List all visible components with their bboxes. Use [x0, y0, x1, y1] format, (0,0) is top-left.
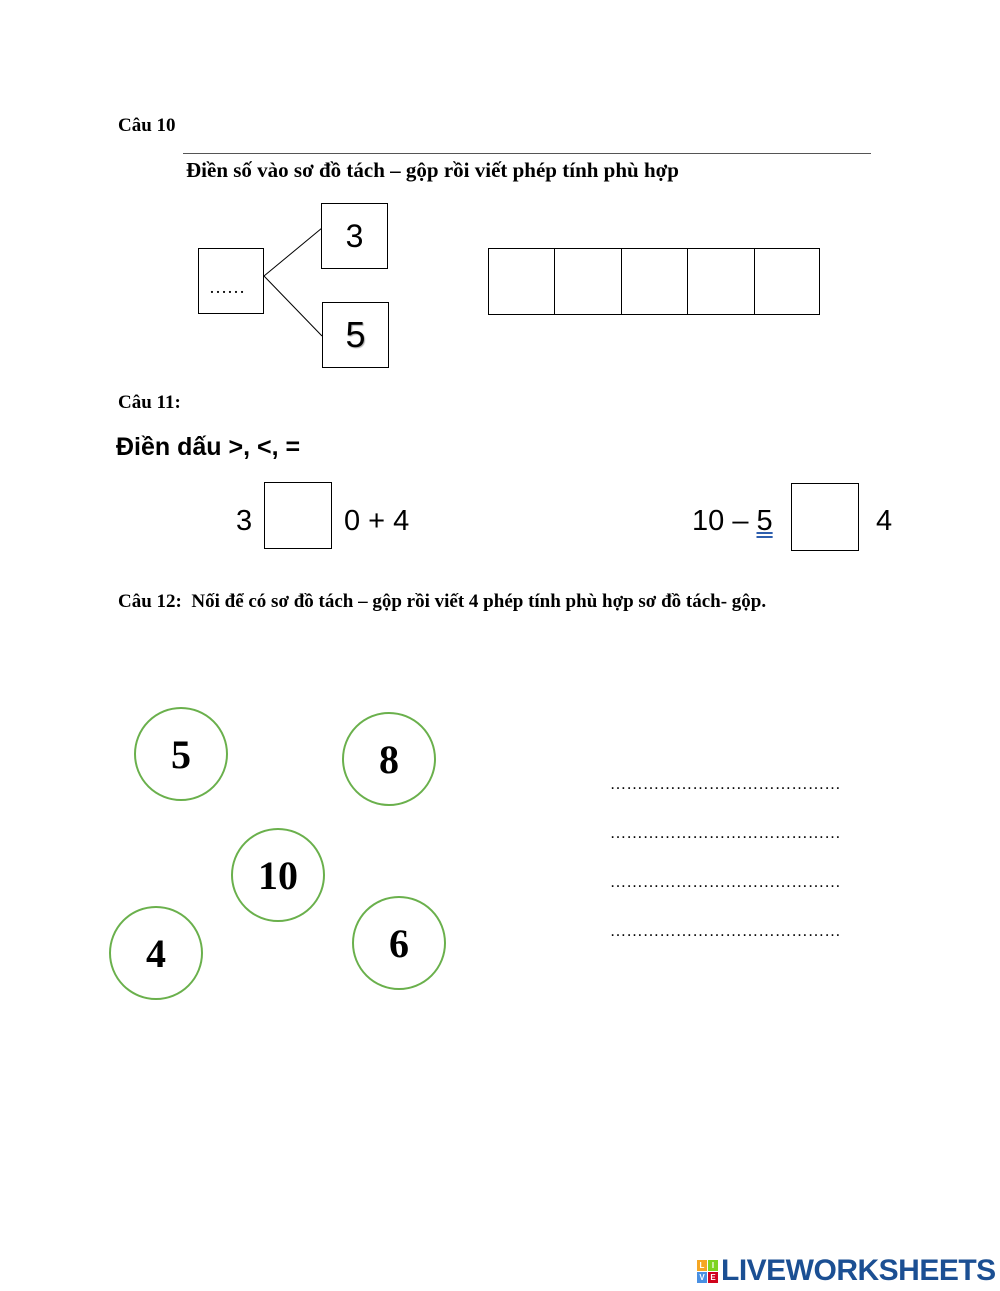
q10-answer-cell-4[interactable] [688, 249, 755, 314]
q10-part-top: 3 [345, 217, 364, 254]
q12-heading [118, 591, 766, 613]
logo-letter-v: V [697, 1272, 707, 1283]
q10-whole-placeholder: …… [209, 277, 245, 297]
liveworksheets-logo [697, 1254, 996, 1288]
logo-brand-text: LIVEWORKSHEETS [721, 1254, 996, 1287]
q11-left-sign-box[interactable] [264, 482, 332, 549]
q12-answer-line-2[interactable]: …………………………………… [610, 825, 841, 842]
q12-answer-line-3[interactable]: …………………………………… [610, 874, 841, 891]
q10-part-bottom: 5 [345, 314, 366, 355]
q10-answer-cell-1[interactable] [489, 249, 555, 314]
q12-answer-line-1[interactable]: …………………………………… [610, 776, 841, 793]
q10-part-bottom-box [322, 302, 389, 368]
logo-letter-i: I [708, 1260, 718, 1271]
q10-answer-cell-2[interactable] [555, 249, 622, 314]
q10-part-top-box [321, 203, 388, 269]
q11-left-b: 0 + 4 [344, 505, 410, 537]
logo-letter-l: L [697, 1260, 707, 1271]
q12-circle-6[interactable]: 6 [352, 896, 446, 990]
q12-circle-8[interactable]: 8 [342, 712, 436, 806]
q11-instruction: Điền dấu >, <, = [116, 433, 301, 461]
q11-right-a-underlined: 5 [756, 505, 773, 537]
logo-letter-e: E [708, 1272, 718, 1283]
q10-answer-cell-5[interactable] [755, 249, 818, 314]
q12-title: Câu 12: [118, 591, 182, 612]
q11-right-b: 4 [876, 505, 893, 537]
q11-right-a [692, 505, 773, 538]
q12-circle-10[interactable]: 10 [231, 828, 325, 922]
q12-answer-line-4[interactable]: …………………………………… [610, 923, 841, 940]
q10-whole-box[interactable] [198, 248, 264, 314]
q10-title: Câu 10 [118, 115, 176, 136]
q12-instruction: Nối để có sơ đồ tách – gộp rồi viết 4 phép tính phù hợp sơ đồ tách- gộp. [191, 591, 767, 612]
q11-title: Câu 11: [118, 392, 181, 413]
q10-answer-cell-3[interactable] [622, 249, 688, 314]
q12-circle-4[interactable]: 4 [109, 906, 203, 1000]
q10-divider [183, 153, 871, 154]
q11-right-a-prefix: 10 – [692, 505, 757, 537]
logo-mark-icon [697, 1260, 718, 1283]
q10-instruction: Điền số vào sơ đồ tách – gộp rồi viết phép tính phù hợp [186, 158, 679, 182]
q11-left-a: 3 [236, 505, 253, 537]
q12-circle-5[interactable]: 5 [134, 707, 228, 801]
q10-branch-lines [260, 220, 330, 340]
q11-right-sign-box[interactable] [791, 483, 859, 551]
q10-equation-cells [488, 248, 820, 315]
